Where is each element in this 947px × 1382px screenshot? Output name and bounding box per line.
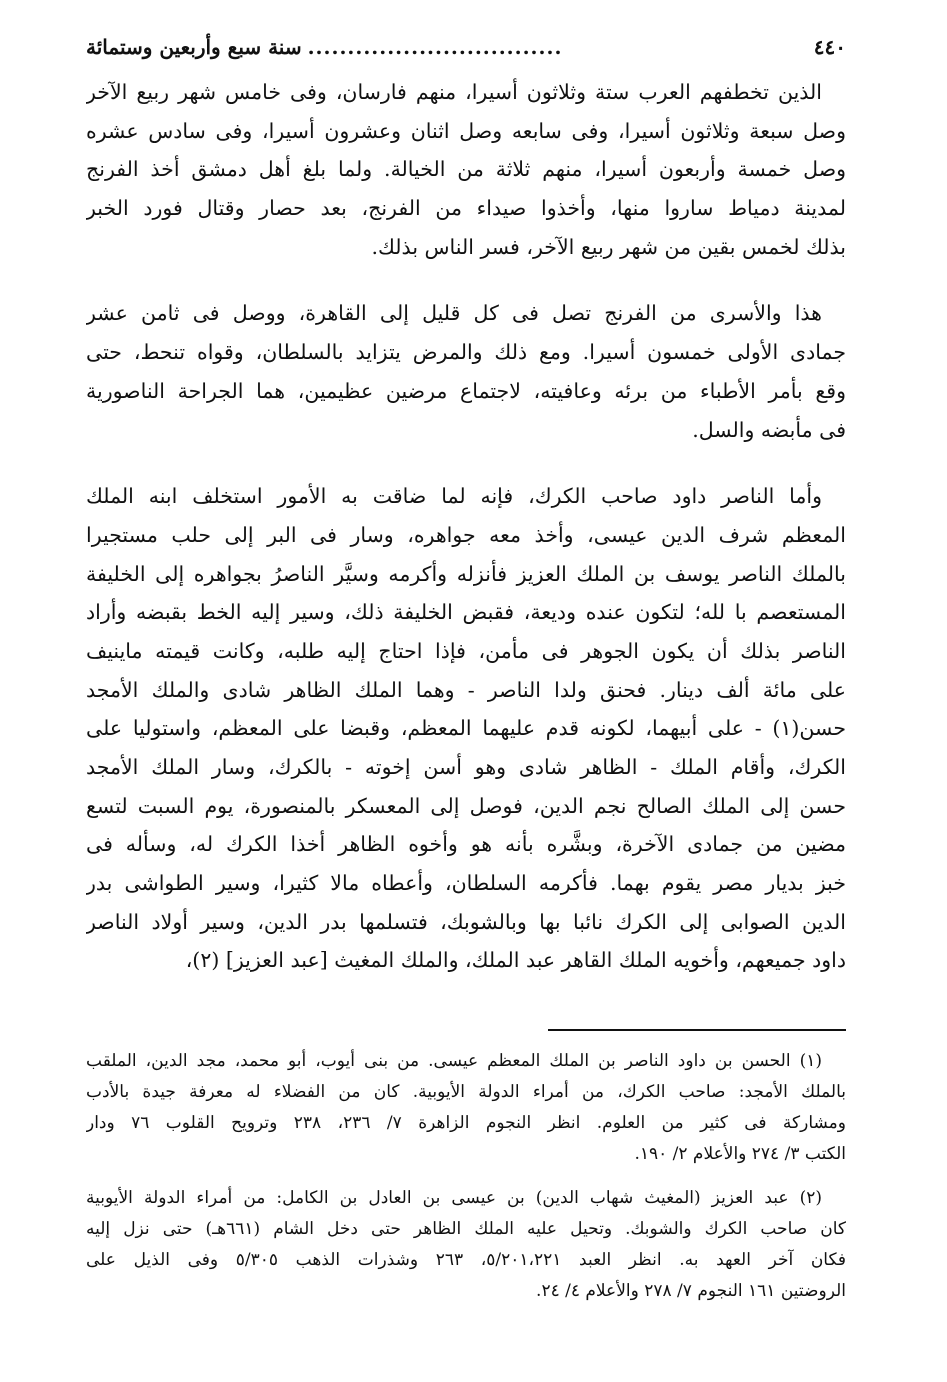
text-line: ومشاركة فى كثير من العلوم. انظر النجوم الزاهرة ٧/ ٢٣٦، ٢٣٨ وترويح القلوب ٧٦ ودار — [86, 1113, 846, 1133]
text-line: وصل سبعة وثلاثون أسيرا، وفى سابعه وصل اثنان وعشرون أسيرا، وفى سادس عشره — [86, 118, 846, 143]
text-line: الذين تخطفهم العرب ستة وثلاثون أسيرا، منهم فارسان، وفى خامس شهر ربيع الآخر — [86, 80, 822, 104]
footnote — [86, 1046, 846, 1170]
text-line: المعظم شرف الدين عيسى، وأخذ معه جواهره، وسار فى البر إلى حلب مستجيرا — [86, 522, 846, 547]
text-line: حسن(١) - على أبيهما، لكونه قدم عليهما المعظم، وقبضا على المعظم، واستوليا على — [86, 716, 846, 741]
running-header — [86, 30, 846, 64]
text-line: هذا والأسرى من الفرنج تصل فى كل قليل إلى القاهرة، ووصل فى ثامن عشر — [86, 301, 822, 326]
paragraph — [86, 73, 846, 266]
footnotes — [86, 1046, 846, 1320]
paragraph — [86, 477, 846, 980]
text-line: وقع بأمر الأطباء من برئه وعافيته، لاجتماع مرضين عظيمين، هما الجراحة الناصورية — [86, 378, 846, 403]
text-line: فكان آخر العهد به. انظر العبد ٥/٢٠١،٢٢١، ٢٦٣ وشذرات الذهب ٥/٣٠٥ وفى الذيل على — [86, 1250, 846, 1270]
header-title: سنة سبع وأربعين وستمائة — [86, 35, 302, 59]
text-line: الدين الصوابى إلى الكرك نائبا بها وبالشوبك، فتسلمها بدر الدين، وسير أولاد الناصر — [86, 909, 846, 934]
text-line: الناصر بذلك أن يكون الجوهر فى مأمن، فإذا احتاج إليه طلبه، وكانت قيمته ماينيف — [86, 638, 846, 663]
text-line: الروضتين ١٦١ النجوم ٧/ ٢٧٨ والأعلام ٤/ ٢٤. — [536, 1281, 846, 1301]
text-line: بذلك لخمس بقين من شهر ربيع الآخر، فسر الناس بذلك. — [371, 234, 846, 259]
text-line: الكتب ٣/ ٢٧٤ والأعلام ٢/ ١٩٠. — [634, 1144, 846, 1164]
text-line: داود جميعهم، وأخويه الملك القاهر عبد الملك، والملك المغيث [عبد العزيز] (٢)، — [185, 948, 846, 973]
text-line: جمادى الأولى خمسون أسيرا. ومع ذلك والمرض يتزايد بالسلطان، وقواه تنحط، حتى — [86, 340, 846, 365]
text-line: المستعصم با لله؛ لتكون عنده وديعة، فقبض الخليفة ذلك، وسير إليه الخط بقبضه وأراد — [86, 600, 846, 625]
text-line: فى مأبضه والسل. — [692, 417, 846, 442]
page-number: ٤٤٠ — [813, 35, 846, 59]
header-leader-dots: ................................ — [307, 35, 563, 59]
text-line: بالملك الناصر يوسف بن الملك العزيز فأنزله وأكرمه وسيَّر الناصرُ بجواهره إلى الخليفة — [86, 561, 846, 586]
text-line: لمدينة دمياط ساروا منها، وأخذوا صيداء من الفرنج، بعد حصار وقتال فورد الخبر — [86, 196, 846, 221]
text-line: على مائة ألف دينار. فحنق ولدا الناصر - وهما الملك الظاهر شادى والملك الأمجد — [86, 677, 846, 702]
footnote — [86, 1183, 846, 1307]
paragraph — [86, 294, 846, 449]
text-line: حسن إلى الملك الصالح نجم الدين، فوصل إلى المعسكر بالمنصورة، يوم السبت لتسع — [86, 793, 846, 818]
text-line: كان صاحب الكرك والشوبك. وتحيل عليه الملك الظاهر حتى دخل الشام (٦٦١هـ) حتى نزل إليه — [86, 1219, 846, 1239]
text-line: الكرك، وأقام الملك - الظاهر شادى وهو أسن إخوته - بالكرك، وسار الملك الأمجد — [86, 755, 846, 779]
text-line: وصل خمسة وأربعون أسيرا، منهم ثلاثة من الخيالة. ولما بلغ أهل دمشق أخذ الفرنج — [86, 157, 846, 182]
text-line: (٢) عبد العزيز (المغيث شهاب الدين) بن عيسى بن العادل بن الكامل: من أمراء الدولة الأيوبية — [86, 1188, 822, 1208]
text-line: خبز بديار مصر يقوم بهما. فأكرمه السلطان، وأعطاه مالا كثيرا، وسير الطواشى بدر — [86, 871, 846, 896]
text-line: بالملك الأمجد: صاحب الكرك، من أمراء الدولة الأيوبية. كان من الفضلاء له معرفة جيدة بالأدب — [86, 1082, 846, 1102]
text-line: وأما الناصر داود صاحب الكرك، فإنه لما ضاقت به الأمور استخلف ابنه الملك — [86, 484, 822, 509]
text-line: مضين من جمادى الآخرة، وبشَّره بأنه هو وأخوه الظاهر أخذا الكرك له، وسأله فى — [86, 832, 846, 857]
text-line: (١) الحسن بن داود الناصر بن الملك المعظم عيسى. من بنى أيوب، أبو محمد، مجد الدين، الملقب — [86, 1051, 822, 1071]
footnote-separator — [548, 1029, 846, 1031]
main-text — [86, 73, 846, 1008]
